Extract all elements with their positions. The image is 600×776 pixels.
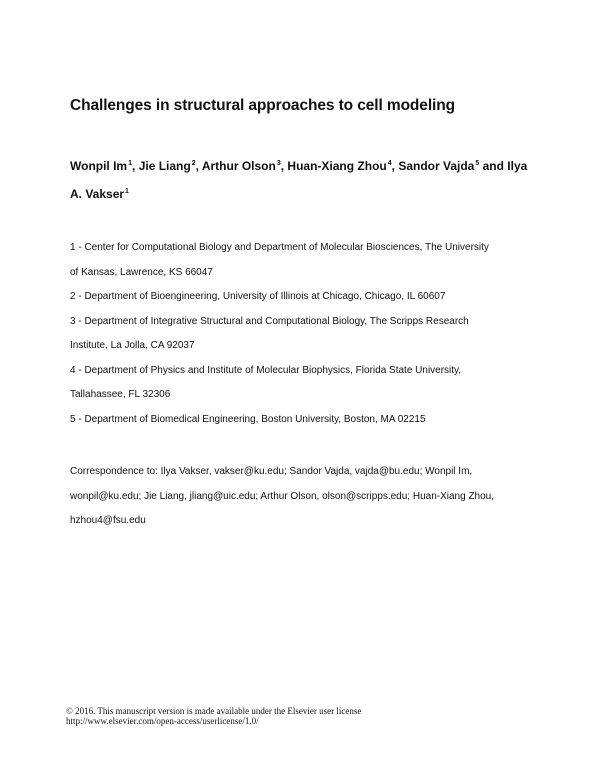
- author-name: Sandor Vajda: [398, 159, 475, 173]
- author-affiliation-mark: 4: [387, 160, 392, 167]
- author-separator: and: [479, 159, 508, 173]
- affiliation-line: 2 - Department of Bioengineering, University of Illinois at Chicago, Chicago, IL 60607: [70, 291, 446, 302]
- author-name: Huan-Xiang Zhou: [287, 159, 387, 173]
- author-name: Arthur Olson: [201, 159, 276, 173]
- affiliation-line: 4 - Department of Physics and Institute of Molecular Biophysics, Florida State University,: [70, 364, 462, 376]
- license-footer: [66, 706, 536, 726]
- author-separator: ,: [195, 159, 202, 173]
- affiliation-line: 3 - Department of Integrative Structural and Computational Biology, The Scripps Research: [70, 315, 469, 327]
- paper-title: Challenges in structural approaches to cell modeling: [70, 97, 455, 114]
- affiliation-line: Tallahassee, FL 32306: [70, 389, 171, 400]
- affiliation-line: 5 - Department of Biomedical Engineering, Boston University, Boston, MA 02215: [70, 413, 426, 425]
- author-affiliation-mark: 1: [128, 160, 133, 167]
- author-affiliation-mark: 2: [191, 160, 196, 167]
- affiliation-line: 1 - Center for Computational Biology and Department of Molecular Biosciences, The University: [70, 242, 489, 253]
- affiliation-line: Institute, La Jolla, CA 92037: [70, 340, 195, 351]
- author-name: Ilya A. Vakser: [70, 159, 528, 201]
- author-separator: ,: [132, 159, 139, 173]
- author-affiliation-mark: 5: [475, 160, 480, 167]
- correspondence-text: Correspondence to: Ilya Vakser, vakser@ku.edu; Sandor Vajda, vajda@bu.edu; Wonpil Im, wonpil@ku.edu; Jie Liang, jliang@uic.edu; Arthur Olson, olson@scripps.edu; Huan-Xiang Zhou, hzhou4@fsu.edu: [70, 466, 495, 526]
- author-name: Jie Liang: [138, 159, 191, 173]
- author-separator: ,: [280, 159, 288, 173]
- author-separator: ,: [391, 159, 399, 173]
- author-name: Wonpil Im: [70, 159, 128, 173]
- license-statement: © 2016. This manuscript version is made available under the Elsevier user license: [66, 706, 362, 716]
- author-affiliation-mark: 3: [276, 160, 281, 167]
- affiliation-line: of Kansas, Lawrence, KS 66047: [70, 266, 213, 278]
- author-list: [70, 152, 540, 208]
- author-affiliation-mark: 1: [125, 188, 129, 195]
- affiliation-list: [70, 236, 540, 432]
- license-url: http://www.elsevier.com/open-access/userlicense/1.0/: [66, 716, 259, 726]
